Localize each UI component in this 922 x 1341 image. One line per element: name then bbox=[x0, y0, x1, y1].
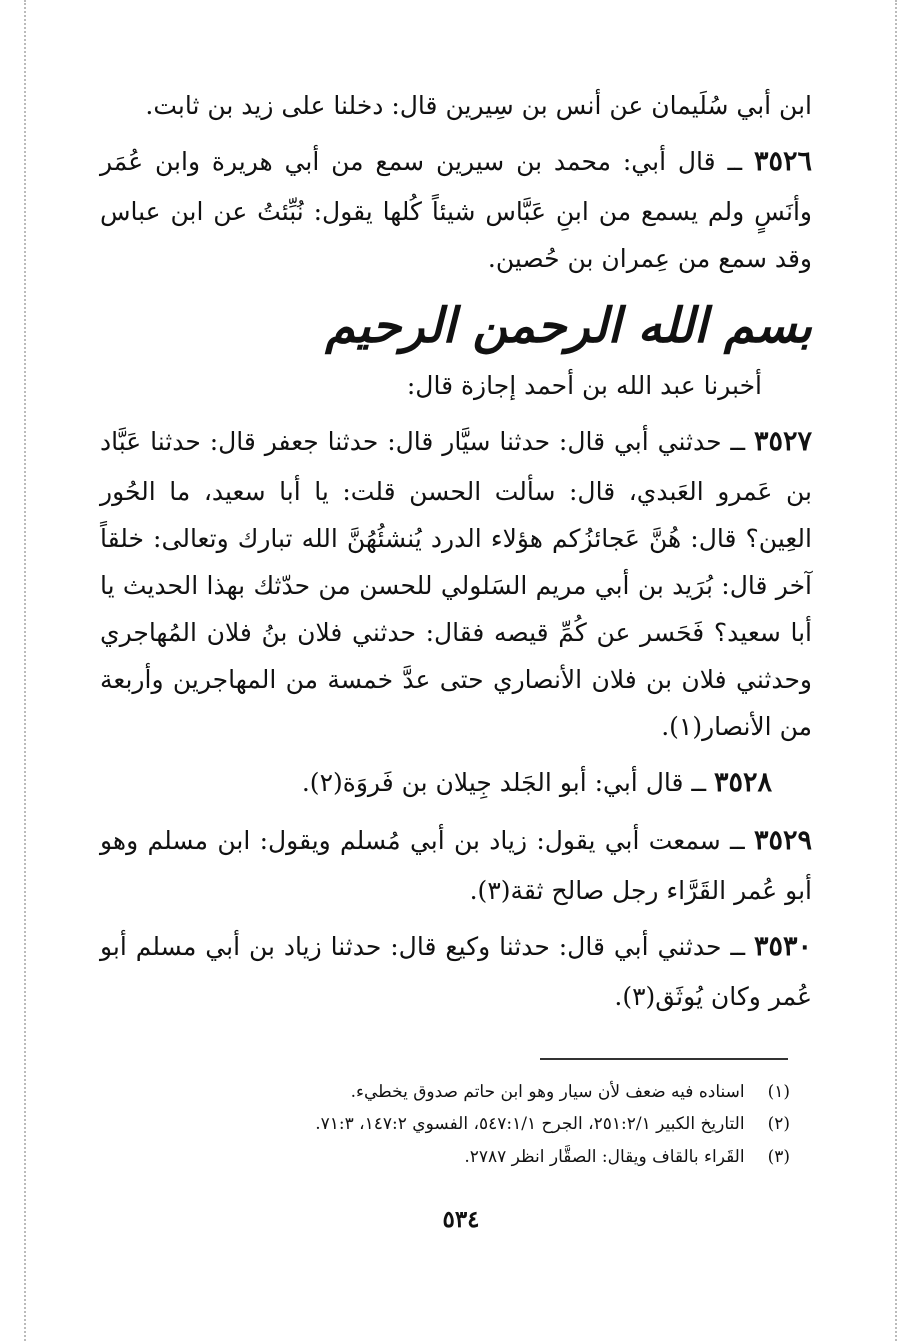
entry-number: ٣٥٢٩ bbox=[753, 825, 812, 857]
entry-text: ــ سمعت أبي يقول: زياد بن أبي مُسلم ويقول: ابن مسلم وهو أبو عُمر القَرَّاء رجل صالح ثقة(٣). bbox=[100, 826, 812, 905]
entry-number: ٣٥٢٦ bbox=[753, 146, 812, 177]
entry-3529 bbox=[100, 816, 812, 914]
footnote-number: (١) bbox=[767, 1082, 790, 1102]
paragraph-text: ابن أبي سُلَيمان عن أنس بن سِيرين قال: دخلنا على زيد بن ثابت. bbox=[145, 91, 812, 120]
footnote-number: (٢) bbox=[767, 1114, 790, 1135]
entry-3526 bbox=[100, 137, 812, 282]
basmala-calligraphy: بسم الله الرحمن الرحيم bbox=[325, 297, 812, 354]
footnotes bbox=[100, 1076, 790, 1173]
footnote-text: التاريخ الكبير ٢٥١:٢/١، الجرح ٥٤٧:١/١، الفسوي ١٤٧:٢، ٧١:٣. bbox=[315, 1114, 745, 1135]
ijaza-intro: أخبرنا عبد الله بن أحمد إجازة قال: bbox=[406, 370, 762, 400]
entry-text: ــ حدثني أبي قال: حدثنا وكيع قال: حدثنا زياد بن أبي مسلم أبو عُمر وكان يُوثَق(٣). bbox=[100, 932, 812, 1011]
entry-text: ــ قال أبي: أبو الجَلد جِيلان بن فَروَة(٢). bbox=[301, 767, 707, 797]
footnote-2 bbox=[100, 1108, 790, 1140]
entry-text: ــ قال أبي: محمد بن سيرين سمع من أبي هريرة وابن عُمَر وأنَسٍ ولم يسمع من ابنِ عَبَّاس شيئاً كُلها يقول: نُبِّئتُ عن ابن عباس وقد سمع من عِمران بن حُصين. bbox=[100, 147, 812, 273]
entry-3530 bbox=[100, 922, 812, 1020]
page-body bbox=[100, 82, 812, 1028]
entry-number: ٣٥٢٧ bbox=[753, 425, 812, 457]
entry-text: ــ حدثني أبي قال: حدثنا سيَّار قال: حدثنا جعفر قال: حدثنا عَبَّاد بن عَمرو العَبدي، قال: سألت الحسن قلت: يا أبا سعيد، ما الحُور العِين؟ قال: هُنَّ عَجائزُكم هؤلاء الدرد يُنشئُهُنَّ الله تبارك وتعالى: خلقاً آخر قال: بُرَيد بن أبي مريم السَلولي للحسن من حدّثك بهذا الحديث يا أبا سعيد؟ فَحَسر عن كُمِّ قيصه فقال: حدثني فلان بنُ فلان المُهاجري وحدثني فلان بن فلان الأنصاري حتى عدَّ خمسة من المهاجرين وأربعة من الأنصار(١). bbox=[100, 426, 812, 741]
footnote-1 bbox=[100, 1076, 790, 1108]
footnote-3 bbox=[100, 1141, 790, 1173]
right-margin-dots bbox=[895, 0, 897, 1341]
footnote-divider bbox=[540, 1058, 788, 1060]
paragraph-opening bbox=[100, 82, 812, 129]
footnote-text: القَراء بالقاف ويقال: الصقَّار انظر ٢٧٨٧. bbox=[464, 1146, 745, 1167]
page-number: ٥٣٤ bbox=[442, 1206, 480, 1233]
entry-3528 bbox=[100, 758, 812, 809]
entry-number: ٣٥٢٨ bbox=[713, 766, 772, 798]
footnote-text: اسناده فيه ضعف لأن سيار وهو ابن حاتم صدوق يخطيء. bbox=[350, 1082, 745, 1102]
entry-3527 bbox=[100, 417, 812, 750]
entry-number: ٣٥٣٠ bbox=[753, 931, 812, 962]
footnote-number: (٣) bbox=[767, 1146, 790, 1167]
left-margin-dots bbox=[24, 0, 26, 1341]
